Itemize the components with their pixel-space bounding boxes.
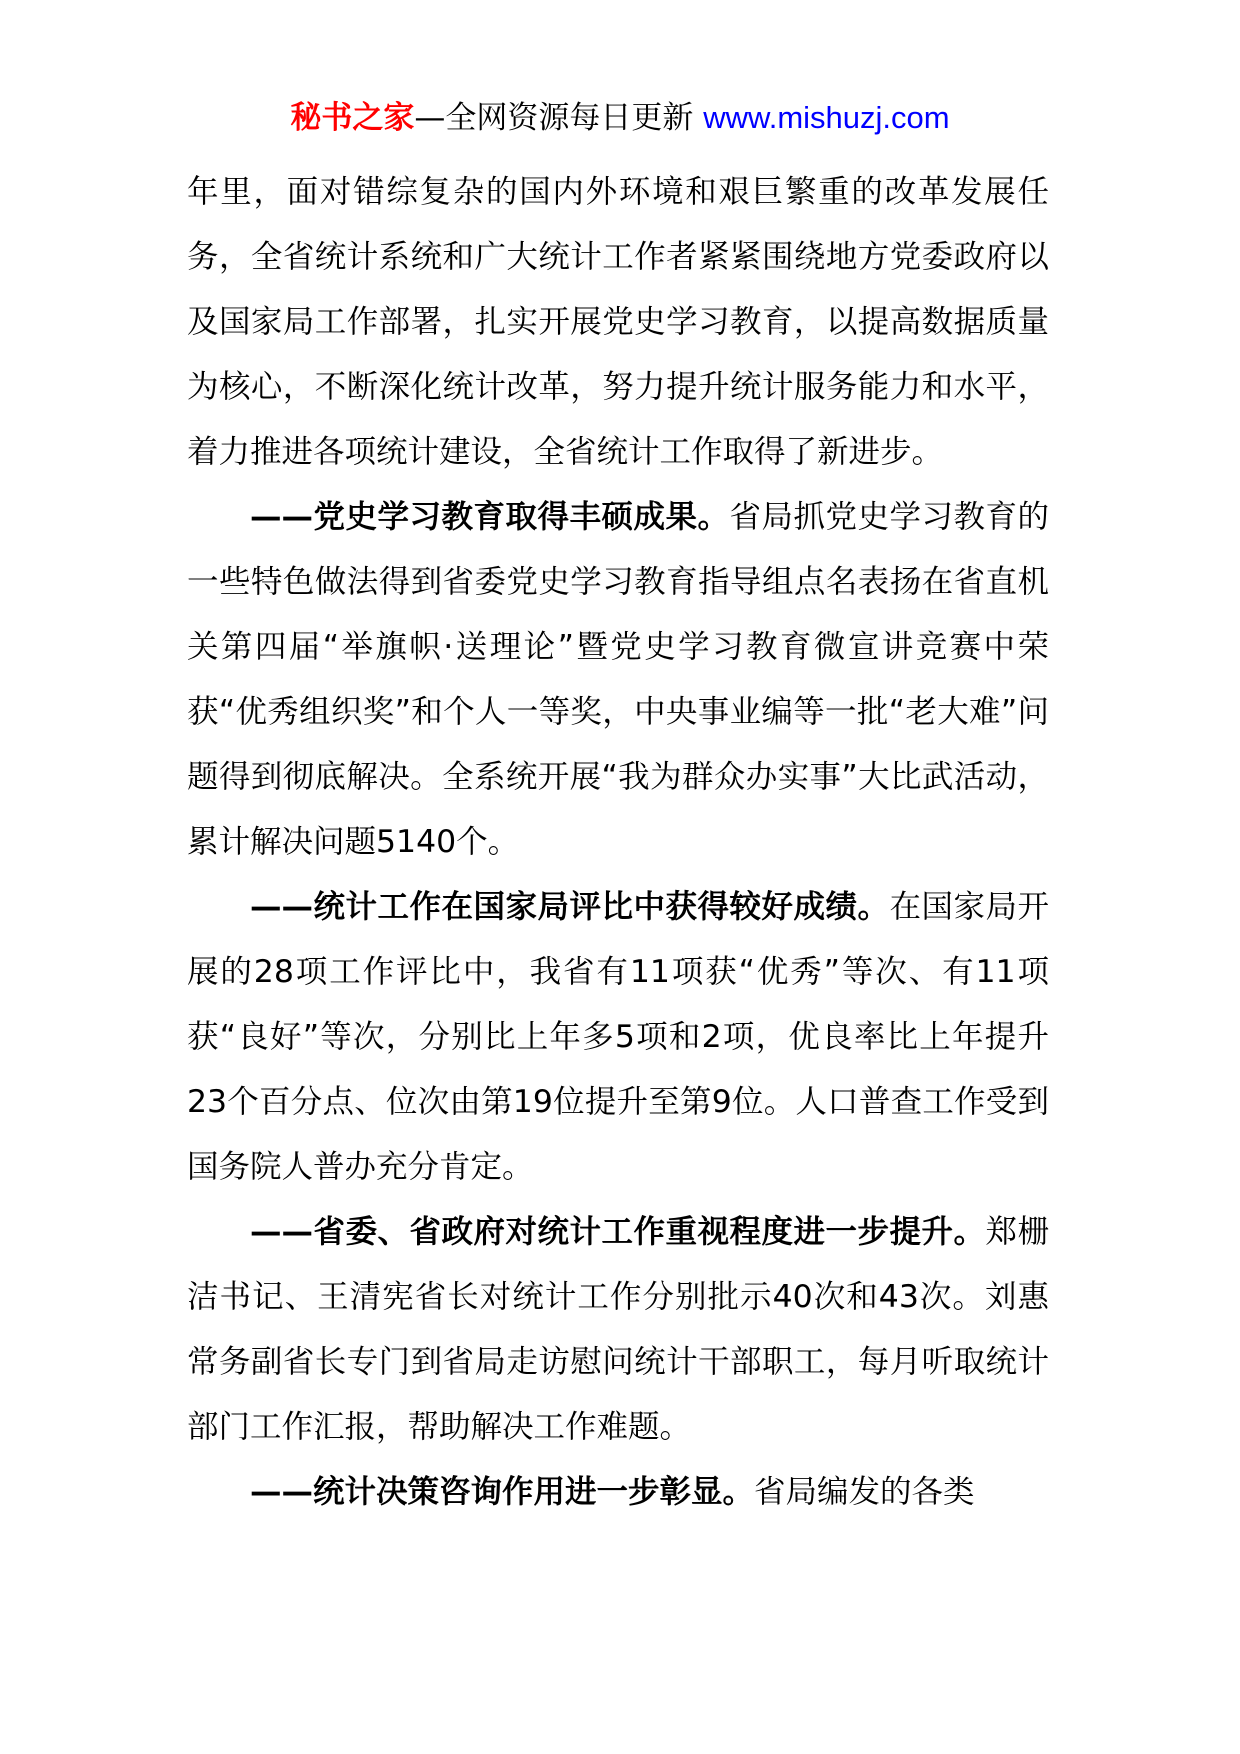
paragraph-intro xyxy=(187,160,1049,485)
site-url-link[interactable]: www.mishuzj.com xyxy=(703,100,950,135)
page-header xyxy=(0,98,1240,138)
site-tagline: —全网资源每日更新 xyxy=(414,100,694,136)
paragraph-heading: ——统计工作在国家局评比中获得较好成绩。 xyxy=(250,889,890,925)
paragraph-decision-consulting xyxy=(187,1460,1049,1525)
paragraph-provincial-attention xyxy=(187,1200,1049,1460)
site-brand: 秘书之家 xyxy=(290,100,415,136)
paragraph-text: 省局抓党史学习教育的一些特色做法得到省委党史学习教育指导组点名表扬在省直机关第四届“举旗帜·送理论”暨党史学习教育微宣讲竞赛中荣获“优秀组织奖”和个人一等奖，中央事业编等一批“老大难”问题得到彻底解决。全系统开展“我为群众办实事”大比武活动，累计解决问题5140个。 xyxy=(187,499,1049,860)
paragraph-party-history xyxy=(187,485,1049,875)
paragraph-heading: ——统计决策咨询作用进一步彰显。 xyxy=(250,1474,755,1510)
paragraph-national-evaluation xyxy=(187,875,1049,1200)
document-body xyxy=(187,160,1049,1525)
paragraph-heading: ——省委、省政府对统计工作重视程度进一步提升。 xyxy=(250,1214,986,1250)
paragraph-text: 郑栅洁书记、王清宪省长对统计工作分别批示40次和43次。刘惠常务副省长专门到省局走访慰问统计干部职工，每月听取统计部门工作汇报，帮助解决工作难题。 xyxy=(187,1214,1049,1445)
paragraph-text: 年里，面对错综复杂的国内外环境和艰巨繁重的改革发展任务，全省统计系统和广大统计工作者紧紧围绕地方党委政府以及国家局工作部署，扎实开展党史学习教育，以提高数据质量为核心，不断深化统计改革，努力提升统计服务能力和水平，着力推进各项统计建设，全省统计工作取得了新进步。 xyxy=(187,174,1049,470)
paragraph-text: 省局编发的各类 xyxy=(754,1474,975,1510)
paragraph-text: 在国家局开展的28项工作评比中，我省有11项获“优秀”等次、有11项获“良好”等次，分别比上年多5项和2项，优良率比上年提升23个百分点、位次由第19位提升至第9位。人口普查工作受到国务院人普办充分肯定。 xyxy=(187,889,1049,1185)
paragraph-heading: ——党史学习教育取得丰硕成果。 xyxy=(250,499,730,535)
